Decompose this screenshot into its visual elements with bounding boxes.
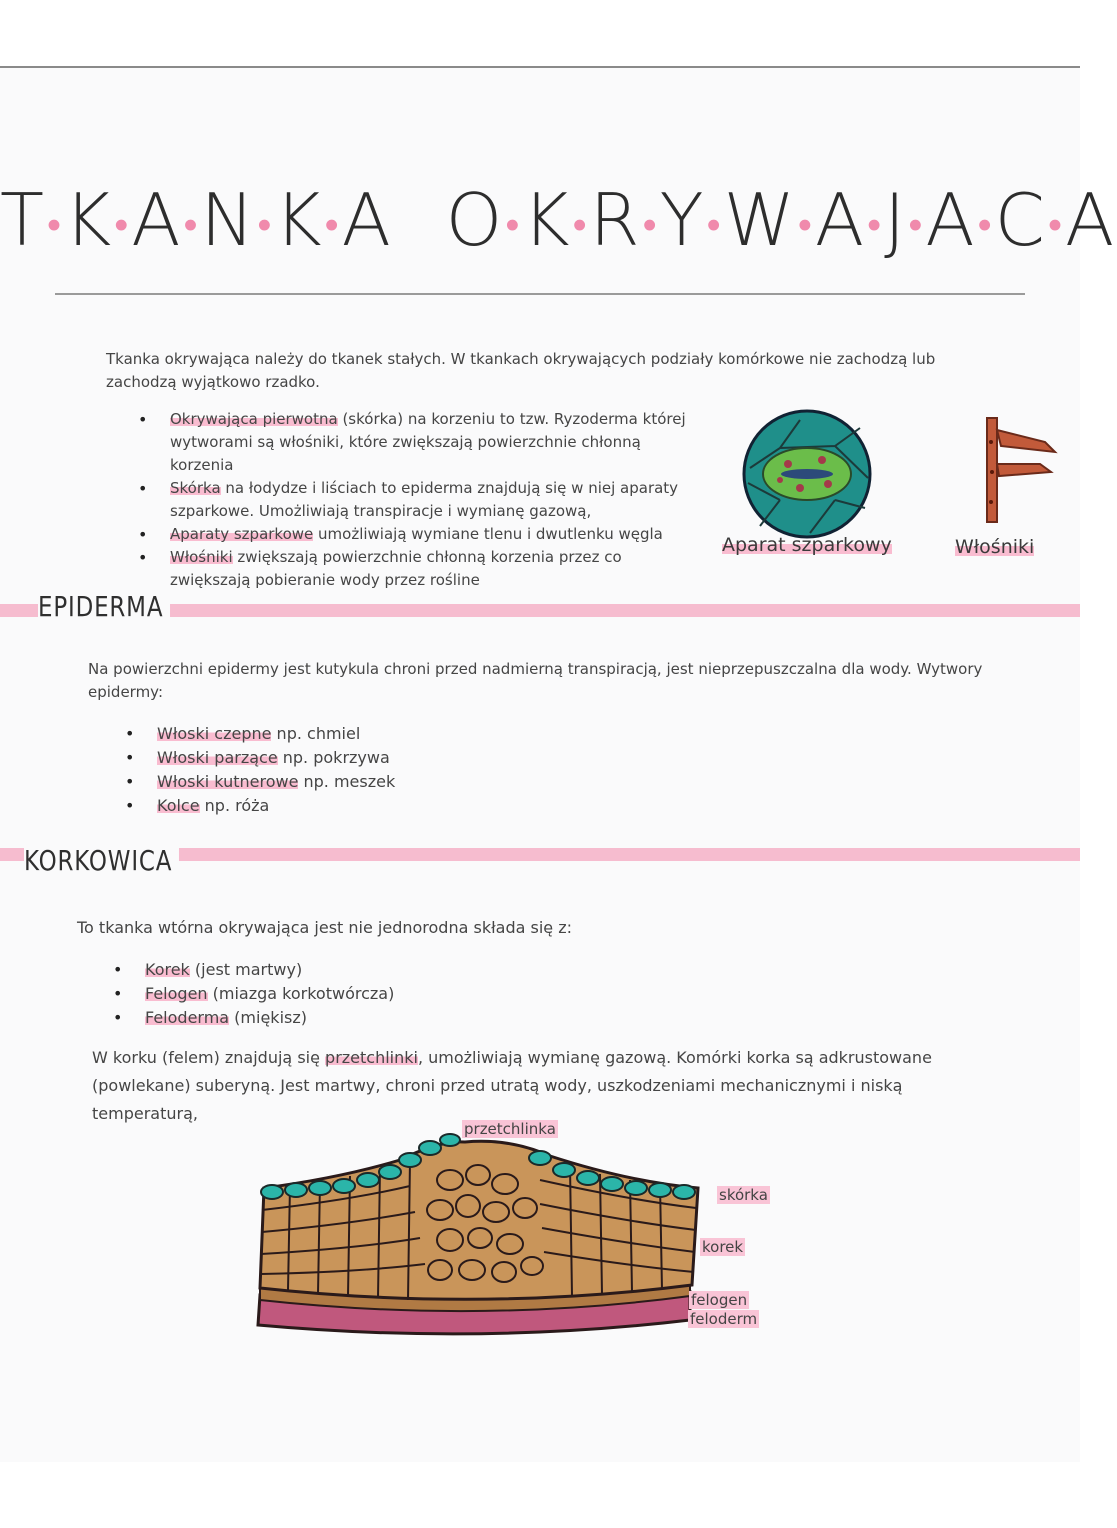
stoma-caption [722,534,892,556]
root-hair-caption-text: Włośniki [955,536,1035,558]
korkowica-paragraph: To tkanka wtórna okrywająca jest nie jednorodna składa się z: [77,918,572,937]
title-dot: • [977,202,995,249]
title-letter: O [445,178,506,262]
list-item-text: np. chmiel [271,724,361,743]
list-item [145,1006,545,1030]
term-highlight: Skórka [170,479,221,497]
label-text: skórka [719,1186,768,1204]
cork-paragraph [92,1044,992,1128]
epiderma-list [157,722,557,818]
term-highlight: Feloderma [145,1008,230,1027]
label-feloderm [688,1310,759,1328]
label-skorka [717,1186,770,1204]
title-dot: • [797,202,815,249]
list-item [145,982,545,1006]
title-letter: A [1064,178,1117,262]
title-dot: • [867,202,885,249]
title-dot: • [1047,202,1065,249]
list-item [145,958,545,982]
stoma-caption-text: Aparat szparkowy [722,534,892,556]
list-item-text: (miazga korkotwórcza) [207,984,395,1003]
title-dot: • [257,202,275,249]
label-przetchlinka [462,1120,558,1138]
title-dot: • [46,202,64,249]
title-letter: C [994,178,1048,262]
root-hair-drawing [975,412,1060,532]
title-letter: A [925,178,978,262]
stoma-drawing [740,408,875,538]
list-item [170,546,700,592]
list-item-text: (miękisz) [229,1008,307,1027]
intro-paragraph: Tkanka okrywająca należy do tkanek stałych. W tkankach okrywających podziały komórkowe nie zachodzą lub zachodzą wyjątkowo rzadko. [106,350,936,391]
label-felogen [689,1291,749,1309]
list-item-text: (jest martwy) [189,960,303,979]
root-hair-caption [955,536,1034,558]
term-highlight: Aparaty szparkowe [170,525,314,543]
title-letter: J [884,178,909,262]
list-item [157,722,557,746]
list-item-text: (skórka) na korzeniu to tzw. Ryzoderma której wytworami są włośniki, które zwiększają powierzchnie chłonną korzenia [170,410,686,474]
term-highlight: przetchlinki [325,1048,418,1067]
page-title [0,178,1117,262]
title-dot: • [572,202,590,249]
term-highlight: Włośniki [170,548,233,566]
title-dot: • [114,202,132,249]
cork-diagram [250,1120,710,1340]
intro-bullet-list [170,408,700,592]
list-item-text: umożliwiają wymiane tlenu i dwutlenku węgla [313,525,663,543]
term-highlight: Włoski czepne [157,724,272,743]
list-item [170,523,700,546]
label-text: felogen [691,1291,748,1309]
korkowica-list [145,958,545,1030]
list-item-text: np. pokrzywa [277,748,390,767]
section-heading-epiderma: EPIDERMA [38,590,170,623]
title-dot: • [908,202,926,249]
cork-paragraph-start: W korku (felem) znajdują się [92,1048,326,1067]
list-item-text: zwiększają powierzchnie chłonną korzenia przez co zwiększają pobieranie wody przez rośline [170,548,622,589]
label-korek [700,1238,745,1256]
term-highlight: Felogen [145,984,208,1003]
title-letter: Y [659,178,707,262]
list-item [157,746,557,770]
title-letter: A [131,178,184,262]
section-heading-korkowica: KORKOWICA [24,844,179,877]
term-highlight: Włoski kutnerowe [157,772,299,791]
title-dot: • [706,202,724,249]
label-text: przetchlinka [464,1120,556,1138]
title-dot: • [505,202,523,249]
title-letter: N [200,178,258,262]
list-item [157,770,557,794]
list-item [170,408,700,477]
title-divider [55,293,1025,295]
title-letter: K [64,178,115,262]
title-letter: A [341,178,394,262]
title-letter: A [814,178,868,262]
title-letter: K [522,178,573,262]
epiderma-paragraph: Na powierzchni epidermy jest kutykula chroni przed nadmierną transpiracją, jest nieprzepuszczalna dla wody. Wytwory epidermy: [88,660,983,701]
title-letter: T [0,178,47,262]
term-highlight: Okrywająca pierwotna [170,410,338,428]
list-item [157,794,557,818]
title-dot: • [183,202,201,249]
term-highlight: Włoski parzące [157,748,278,767]
list-item-text: na łodydze i liściach to epiderma znajdują się w niej aparaty szparkowe. Umożliwiają transpiracje i wymianę gazową, [170,479,679,520]
title-dot: • [324,202,342,249]
term-highlight: Korek [145,960,190,979]
title-letter: R [589,178,643,262]
list-item-text: np. meszek [298,772,396,791]
title-letter: K [274,178,325,262]
term-highlight: Kolce [157,796,200,815]
label-text: korek [702,1238,744,1256]
list-item-text: np. róża [199,796,270,815]
cork-paragraph-end: , umożliwiają wymianę gazową. Komórki korka są adkrustowane (powlekane) suberyną. Jest martwy, chroni przed utratą wody, uszkodzeniami mechanicznymi i niską temperaturą, [92,1048,932,1123]
title-dot: • [642,202,660,249]
title-letter: W [723,178,798,262]
list-item [170,477,700,523]
label-text: feloderm [690,1310,758,1328]
